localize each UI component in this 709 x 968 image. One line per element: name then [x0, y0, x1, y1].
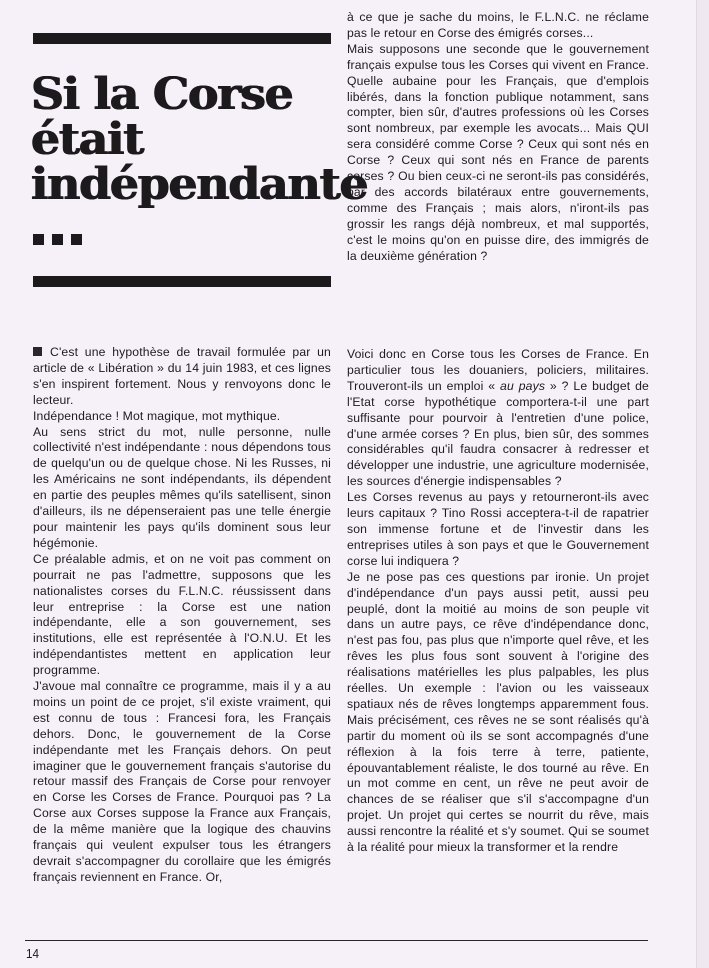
title-rule-top — [33, 33, 331, 44]
paragraph: Les Corses revenus au pays y retourneront-ils avec leurs capitaux ? Tino Rossi acceptera-t-il de rapatrier son immense fortune et de l'investir dans les entreprises utiles à son pays et que le Gouvernement corse lui indiquera ? — [347, 490, 649, 568]
title-rule-bottom — [33, 276, 331, 287]
paragraph: Ce préalable admis, et on ne voit pas comment on pourrait ne pas l'admettre, supposons que les nationalistes corses du F.L.N.C. réussissent dans leur entreprise : la Corse est une nation indépendante, elle a son gouvernement, ses institutions, elle est représentée à l'O.N.U. Et les indépendantistes mettent en application leur programme. — [33, 551, 331, 678]
paragraph — [33, 345, 331, 409]
title-line-3: indépendante — [31, 159, 368, 210]
page-edge — [696, 0, 709, 968]
paragraph: à ce que je sache du moins, le F.L.N.C. ne réclame pas le retour en Corse des émigrés corses... — [347, 10, 649, 40]
title-line-2: était — [31, 114, 144, 165]
page-number: 14 — [26, 946, 40, 961]
bullet-square-icon — [33, 347, 42, 356]
title-ellipsis — [33, 234, 82, 245]
paragraph-text: C'est une hypothèse de travail formulée par un article de « Libération » du 14 juin 1983, et ces lignes s'en inspirent fortement. Nous y renvoyons donc le lecteur. — [33, 345, 331, 407]
paragraph: Indépendance ! Mot magique, mot mythique. — [33, 408, 281, 423]
ellipsis-dot — [71, 234, 82, 245]
paragraph: Mais supposons une seconde que le gouvernement français expulse tous les Corses qui vivent en France. Quelle aubaine pour les Français, que d'emplois libérés, dans la fonction publique notamment, sans compter, bien sûr, d'autres professions où les Corses sont nombreux, par exemple les avocats... Mais QUI sera considéré comme Corse ? Ceux qui sont nés en Corse ? Ceux qui sont nés en France de parents corses ? Ou bien ceux-ci ne seront-ils pas considérés, par des accords bilatéraux entre gouvernements, comme des Français ; mais alors, n'iront-ils pas grossir les rangs déjà nombreux, et mal supportés, c'est le moins qu'on en puisse dire, des immigrés de la deuxième génération ? — [347, 41, 649, 263]
paragraph-text: » ? Le budget de l'Etat corse hypothétique comportera-t-il une part suffisante pour pourvoir à l'entretien d'une police, d'une armée corses ? En plus, bien sûr, des sommes considérables qu'il faudra consacrer à redresser et développer une industrie, une agriculture modernisée, les sources d'énergie indispensables ? — [347, 378, 649, 489]
article-title — [31, 69, 368, 210]
article-column-left — [33, 345, 331, 886]
paragraph-text: Voici donc en Corse tous les Corses de France. En particulier tous les douaniers, policiers, militaires. Trouveront-ils un emploi « — [347, 347, 649, 393]
paragraph: Je ne pose pas ces questions par ironie. Un projet d'indépendance d'un pays aussi petit, aussi peu peuplé, dont la moitié au moins de son peuple vit dans un autre pays, ce rêve d'indépendance donc, n'est pas fou, pas plus que n'importe quel rêve, et les rêves les plus fous sont souvent à l'origine des réalisations matérielles les plus palpables, les plus réelles. Un exemple : l'avion ou les vaisseaux spatiaux nés de rêves longtemps apparemment fous. Mais précisément, ces rêves ne se sont réalisés qu'à partir du moment où ils se sont accompagnés d'une réflexion à la fois terre à terre, patiente, épouvantablement réaliste, le dos tourné au rêve. En un mot comme en cent, un rêve ne peut avoir de chances de se réaliser que s'il s'accompagne d'un projet. Un projet qui certes se nourrit du rêve, mais aussi rencontre la réalité et s'y soumet. Qui se soumet à la réalité pour mieux la transformer et la rendre — [347, 569, 649, 855]
italic-phrase: au pays — [500, 378, 546, 393]
article-column-right-bottom — [347, 347, 649, 856]
title-line-1: Si la Corse — [31, 69, 293, 120]
footer-rule — [25, 940, 648, 941]
paragraph: Au sens strict du mot, nulle personne, nulle collectivité n'est indépendante : nous dépendons tous de quelqu'un ou de quelque chose. Ni les Russes, ni les Américains ne sont indépendants, ils dépendent en partie des peuples mêmes qu'ils satellisent, sinon d'ailleurs, ils ne dépenseraient pas une telle énergie pour maintenir les pays qu'ils dominent sous leur hégémonie. — [33, 424, 331, 550]
ellipsis-dot — [52, 234, 63, 245]
ellipsis-dot — [33, 234, 44, 245]
article-column-right-top — [347, 10, 649, 265]
paragraph: J'avoue mal connaître ce programme, mais il y a au moins un point de ce projet, s'il existe vraiment, qui est connu de tous : Francesi fora, les Français dehors. Donc, le gouvernement de la Corse indépendante met les Français dehors. On peut imaginer que le gouvernement français s'autorise du retour massif des Français de Corse pour renvoyer en Corse les Corses de France. Pourquoi pas ? La Corse aux Corses suppose la France aux Français, de la même manière que la logique des chauvins français qui veulent expulser tous les étrangers devrait s'accompagner du corollaire que les émigrés français reviennent en France. Or, — [33, 679, 331, 884]
paragraph — [347, 347, 649, 490]
